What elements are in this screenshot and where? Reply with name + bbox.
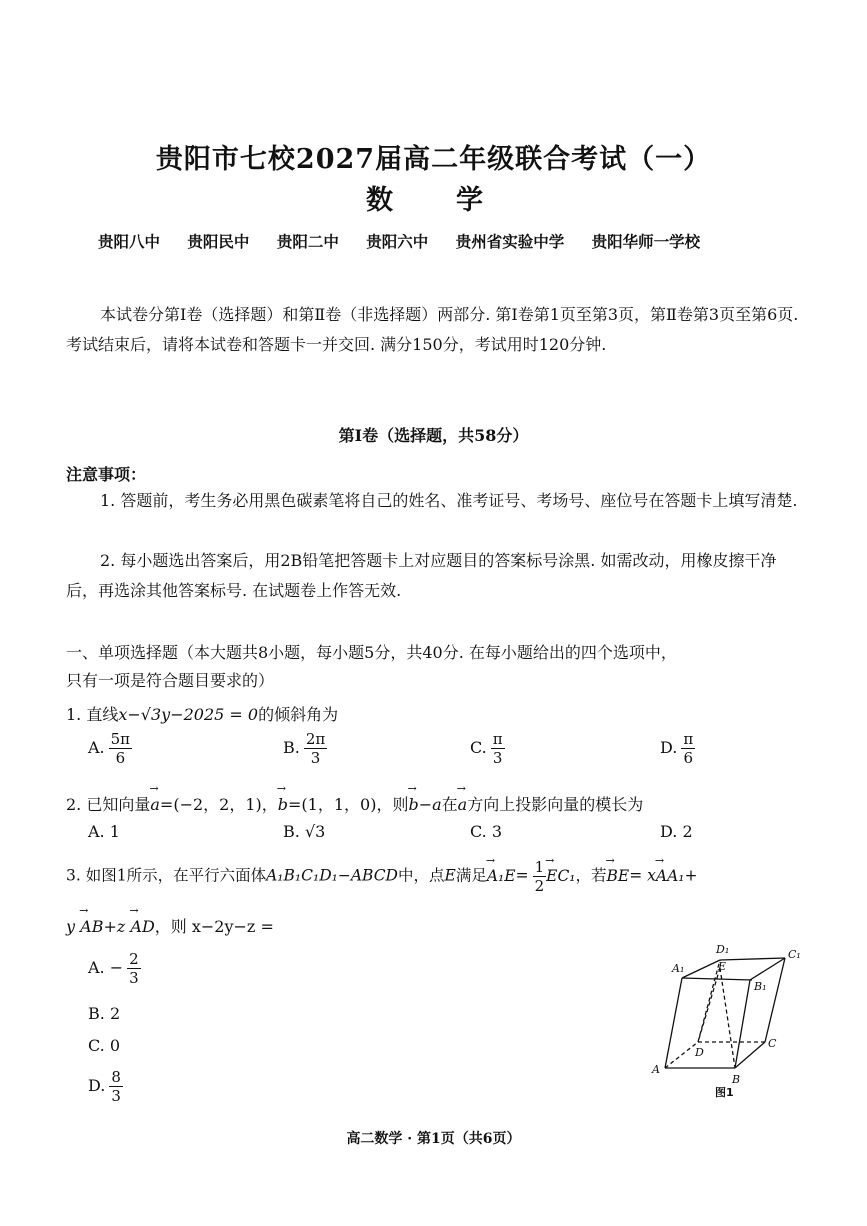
q3-option-c: C. 0 <box>88 1036 121 1055</box>
school-name: 贵州省实验中学 <box>455 232 565 251</box>
vector: → AB <box>80 917 103 936</box>
question-number: 1. <box>66 705 82 724</box>
figure-caption: 图1 <box>715 1086 734 1099</box>
question-3-cont: y → AB+z → AD，则 x−2y−z = <box>66 914 274 937</box>
school-name: 贵阳二中 <box>276 232 339 251</box>
vector: → AA₁ <box>656 867 685 885</box>
part1-title: 第Ⅰ卷（选择题，共58分） <box>338 426 529 445</box>
q1-option-b: B. $\frac{2\pi}{3}$ <box>283 730 326 767</box>
section1-heading-cont: 只有一项是符合题目要求的） <box>66 671 275 690</box>
question-text: 直线 <box>86 705 119 724</box>
question-1 <box>66 702 338 725</box>
school-name: 贵阳六中 <box>366 232 429 251</box>
parallelepiped-figure <box>640 940 820 1100</box>
school-name: 贵阳八中 <box>98 232 161 251</box>
fraction: $\frac{2\pi}{3}$ <box>305 730 326 767</box>
vector: → A₁E <box>487 867 516 885</box>
q3-option-b: B. 2 <box>88 1004 121 1023</box>
fraction: $\frac{\pi}{3}$ <box>492 730 503 767</box>
equation: x−√3y−2025 = 0 <box>118 705 259 724</box>
vector: → b−a <box>408 795 441 814</box>
vertex-label: D₁ <box>716 943 730 956</box>
q1-option-c: C. $\frac{\pi}{3}$ <box>470 730 503 767</box>
school-name: 贵阳华师一学校 <box>591 232 701 251</box>
question-3: 3. 如图1所示，在平行六面体A₁B₁C₁D₁−ABCD中，点E满足→ A₁E= $\frac{1}{2}$ → EC₁，若→ BE= x→ AA₁+ <box>66 858 698 895</box>
edge <box>735 980 750 1068</box>
q2-option-a: A. 1 <box>88 822 120 841</box>
subject-title: 数 学 <box>366 185 501 216</box>
edge <box>665 978 682 1068</box>
q3-option-d: D. $\frac{8}{3}$ <box>88 1068 121 1105</box>
school-name: 贵阳民中 <box>187 232 250 251</box>
q3-option-a: A. − $\frac{2}{3}$ <box>88 950 139 987</box>
vertex-label: A₁ <box>672 962 685 975</box>
page-footer: 高二数学 · 第1页（共6页） <box>346 1131 521 1147</box>
edge-hidden <box>665 1042 698 1068</box>
vector: → b <box>278 795 288 814</box>
school-list <box>98 230 722 252</box>
q2-option-c: C. 3 <box>470 822 503 841</box>
q2-option-d: D. 2 <box>660 822 693 841</box>
vector: → AD <box>130 917 154 936</box>
vertex-label: B <box>732 1073 741 1086</box>
vertex-label: D <box>695 1046 704 1059</box>
fraction: $\frac{1}{2}$ <box>534 858 545 895</box>
q2-option-b: B. √3 <box>283 822 326 841</box>
q1-option-a: A. $\frac{5\pi}{6}$ <box>88 730 131 767</box>
edge-hidden <box>720 968 735 1068</box>
vertex-label: C <box>768 1037 777 1050</box>
note-item: 2. 每小题选出答案后，用2B铅笔把答题卡上对应题目的答案标号涂黑. 如需改动，用橡皮擦干净后，再选涂其他答案标号. 在试题卷上作答无效. <box>66 551 777 600</box>
vertex-label: A <box>652 1063 660 1076</box>
exam-title: 贵阳市七校2027届高二年级联合考试（一） <box>155 144 712 175</box>
vector: → a <box>458 795 468 814</box>
solid-name: A₁B₁C₁D₁−ABCD <box>266 866 398 885</box>
question-2: 2. 已知向量→ a=(−2，2，1)，→ b=(1，1，0)，则→ b−a在→ a方向上投影向量的模长为 <box>66 792 643 815</box>
note-item: 1. 答题前，考生务必用黑色碳素笔将自己的姓名、准考证号、考场号、座位号在答题卡上填写清楚. <box>100 491 798 510</box>
edge <box>720 958 785 960</box>
q1-option-d: D. $\frac{\pi}{6}$ <box>660 730 694 767</box>
vertex-label: E <box>718 960 727 973</box>
fraction: $\frac{5\pi}{6}$ <box>110 730 131 767</box>
edge <box>735 1042 765 1068</box>
vector: → EC₁ <box>546 867 575 885</box>
edge <box>765 958 785 1042</box>
vertex-label: C₁ <box>788 948 801 961</box>
section1-heading: 一、单项选择题（本大题共8小题，每小题5分，共40分. 在每小题给出的四个选项中， <box>66 643 677 662</box>
question-text: 的倾斜角为 <box>258 705 339 724</box>
vector: → a <box>150 795 160 814</box>
edge <box>750 958 785 980</box>
vector: → BE <box>607 867 630 885</box>
intro-paragraph: 本试卷分第Ⅰ卷（选择题）和第Ⅱ卷（非选择题）两部分. 第Ⅰ卷第1页至第3页，第Ⅱ卷第3页至第6页. 考试结束后，请将本试卷和答题卡一并交回. 满分150分，考试用时120分钟. <box>66 305 799 354</box>
fraction: $\frac{2}{3}$ <box>129 950 139 987</box>
edge <box>682 960 720 978</box>
fraction: $\frac{8}{3}$ <box>111 1068 121 1105</box>
notes-title: 注意事项： <box>66 465 147 484</box>
vertex-label: B₁ <box>754 980 767 993</box>
fraction: $\frac{\pi}{6}$ <box>683 730 694 767</box>
